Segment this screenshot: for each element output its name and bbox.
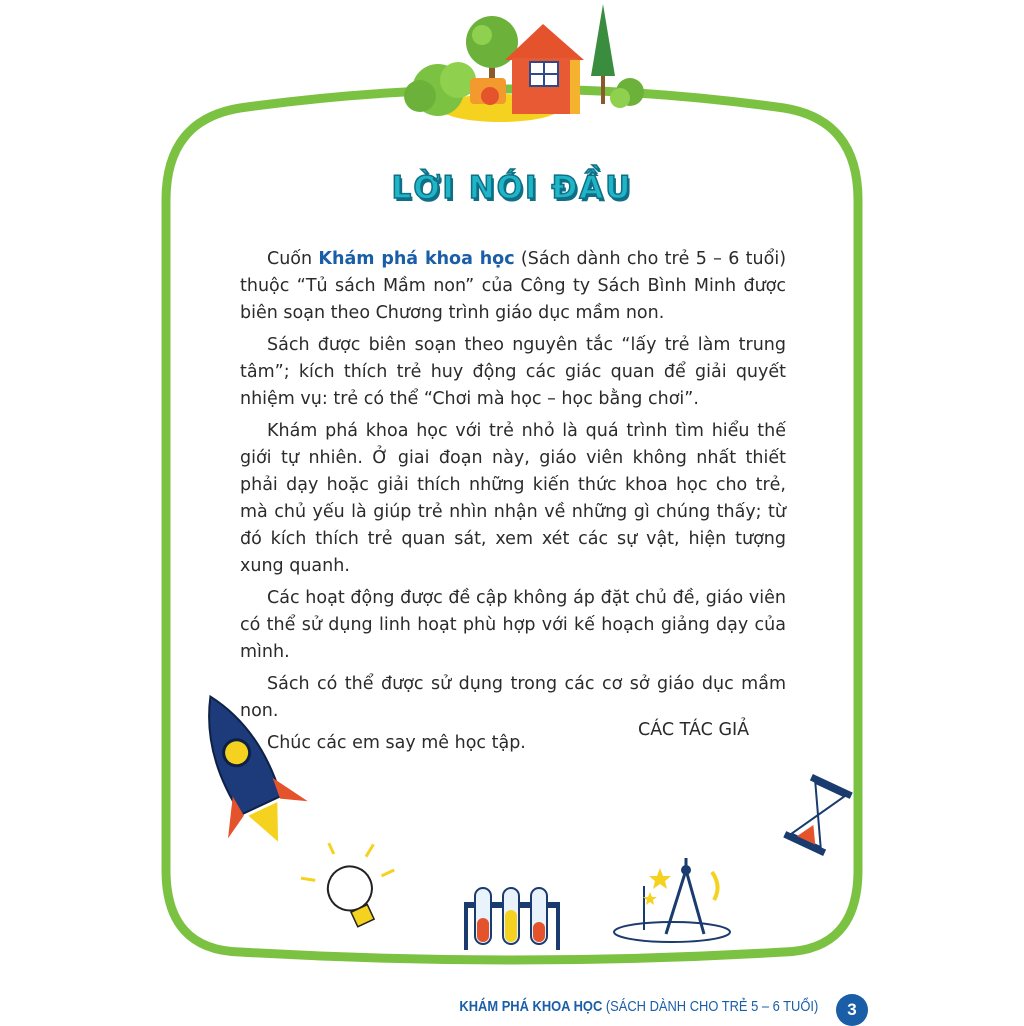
paragraph-1-rest: (Sách dành cho trẻ 5 – 6 tuổi) thuộc “Tủ sách Mầm non” của Công ty Sách Bình Minh được biên soạn theo Chương trình giáo dục mầm non.	[240, 249, 787, 323]
paragraph-1	[240, 246, 786, 327]
paragraph-3: Khám phá khoa học với trẻ nhỏ là quá trình tìm hiểu thế giới tự nhiên. Ở giai đoạn này, giáo viên không nhất thiết phải dạy hoặc giải thích những kiến thức khoa học cho trẻ, mà chủ yếu là giúp trẻ nhìn nhận về những gì chúng thấy; từ đó kích thích trẻ quan sát, xem xét các sự vật, hiện tượng xung quanh.	[240, 421, 786, 576]
preface-body	[240, 246, 786, 762]
footer-book-title	[459, 998, 818, 1015]
page-title: LỜI NÓI ĐẦU	[391, 170, 633, 206]
page-number-badge: 3	[836, 994, 868, 1026]
footer-subtitle: (SÁCH DÀNH CHO TRẺ 5 – 6 TUỔI)	[602, 998, 818, 1015]
paragraph-2: Sách được biên soạn theo nguyên tắc “lấy trẻ làm trung tâm”; kích thích trẻ huy động các giác quan để giải quyết nhiệm vụ: trẻ có thể “Chơi mà học – học bằng chơi”.	[240, 335, 786, 409]
footer-title: KHÁM PHÁ KHOA HỌC	[459, 998, 603, 1015]
paragraph-5: Sách có thể được sử dụng trong các cơ sở giáo dục mầm non.	[240, 674, 786, 721]
test-tubes-icon	[464, 888, 560, 950]
paragraph-1-prefix: Cuốn	[267, 249, 319, 269]
paragraph-4: Các hoạt động được đề cập không áp đặt chủ đề, giáo viên có thể sử dụng linh hoạt phù hợp với kế hoạch giảng dạy của mình.	[240, 588, 786, 662]
authors-signature: CÁC TÁC GIẢ	[638, 720, 750, 740]
book-title-highlight: Khám phá khoa học	[318, 249, 515, 269]
paragraph-6: Chúc các em say mê học tập.	[267, 733, 526, 753]
